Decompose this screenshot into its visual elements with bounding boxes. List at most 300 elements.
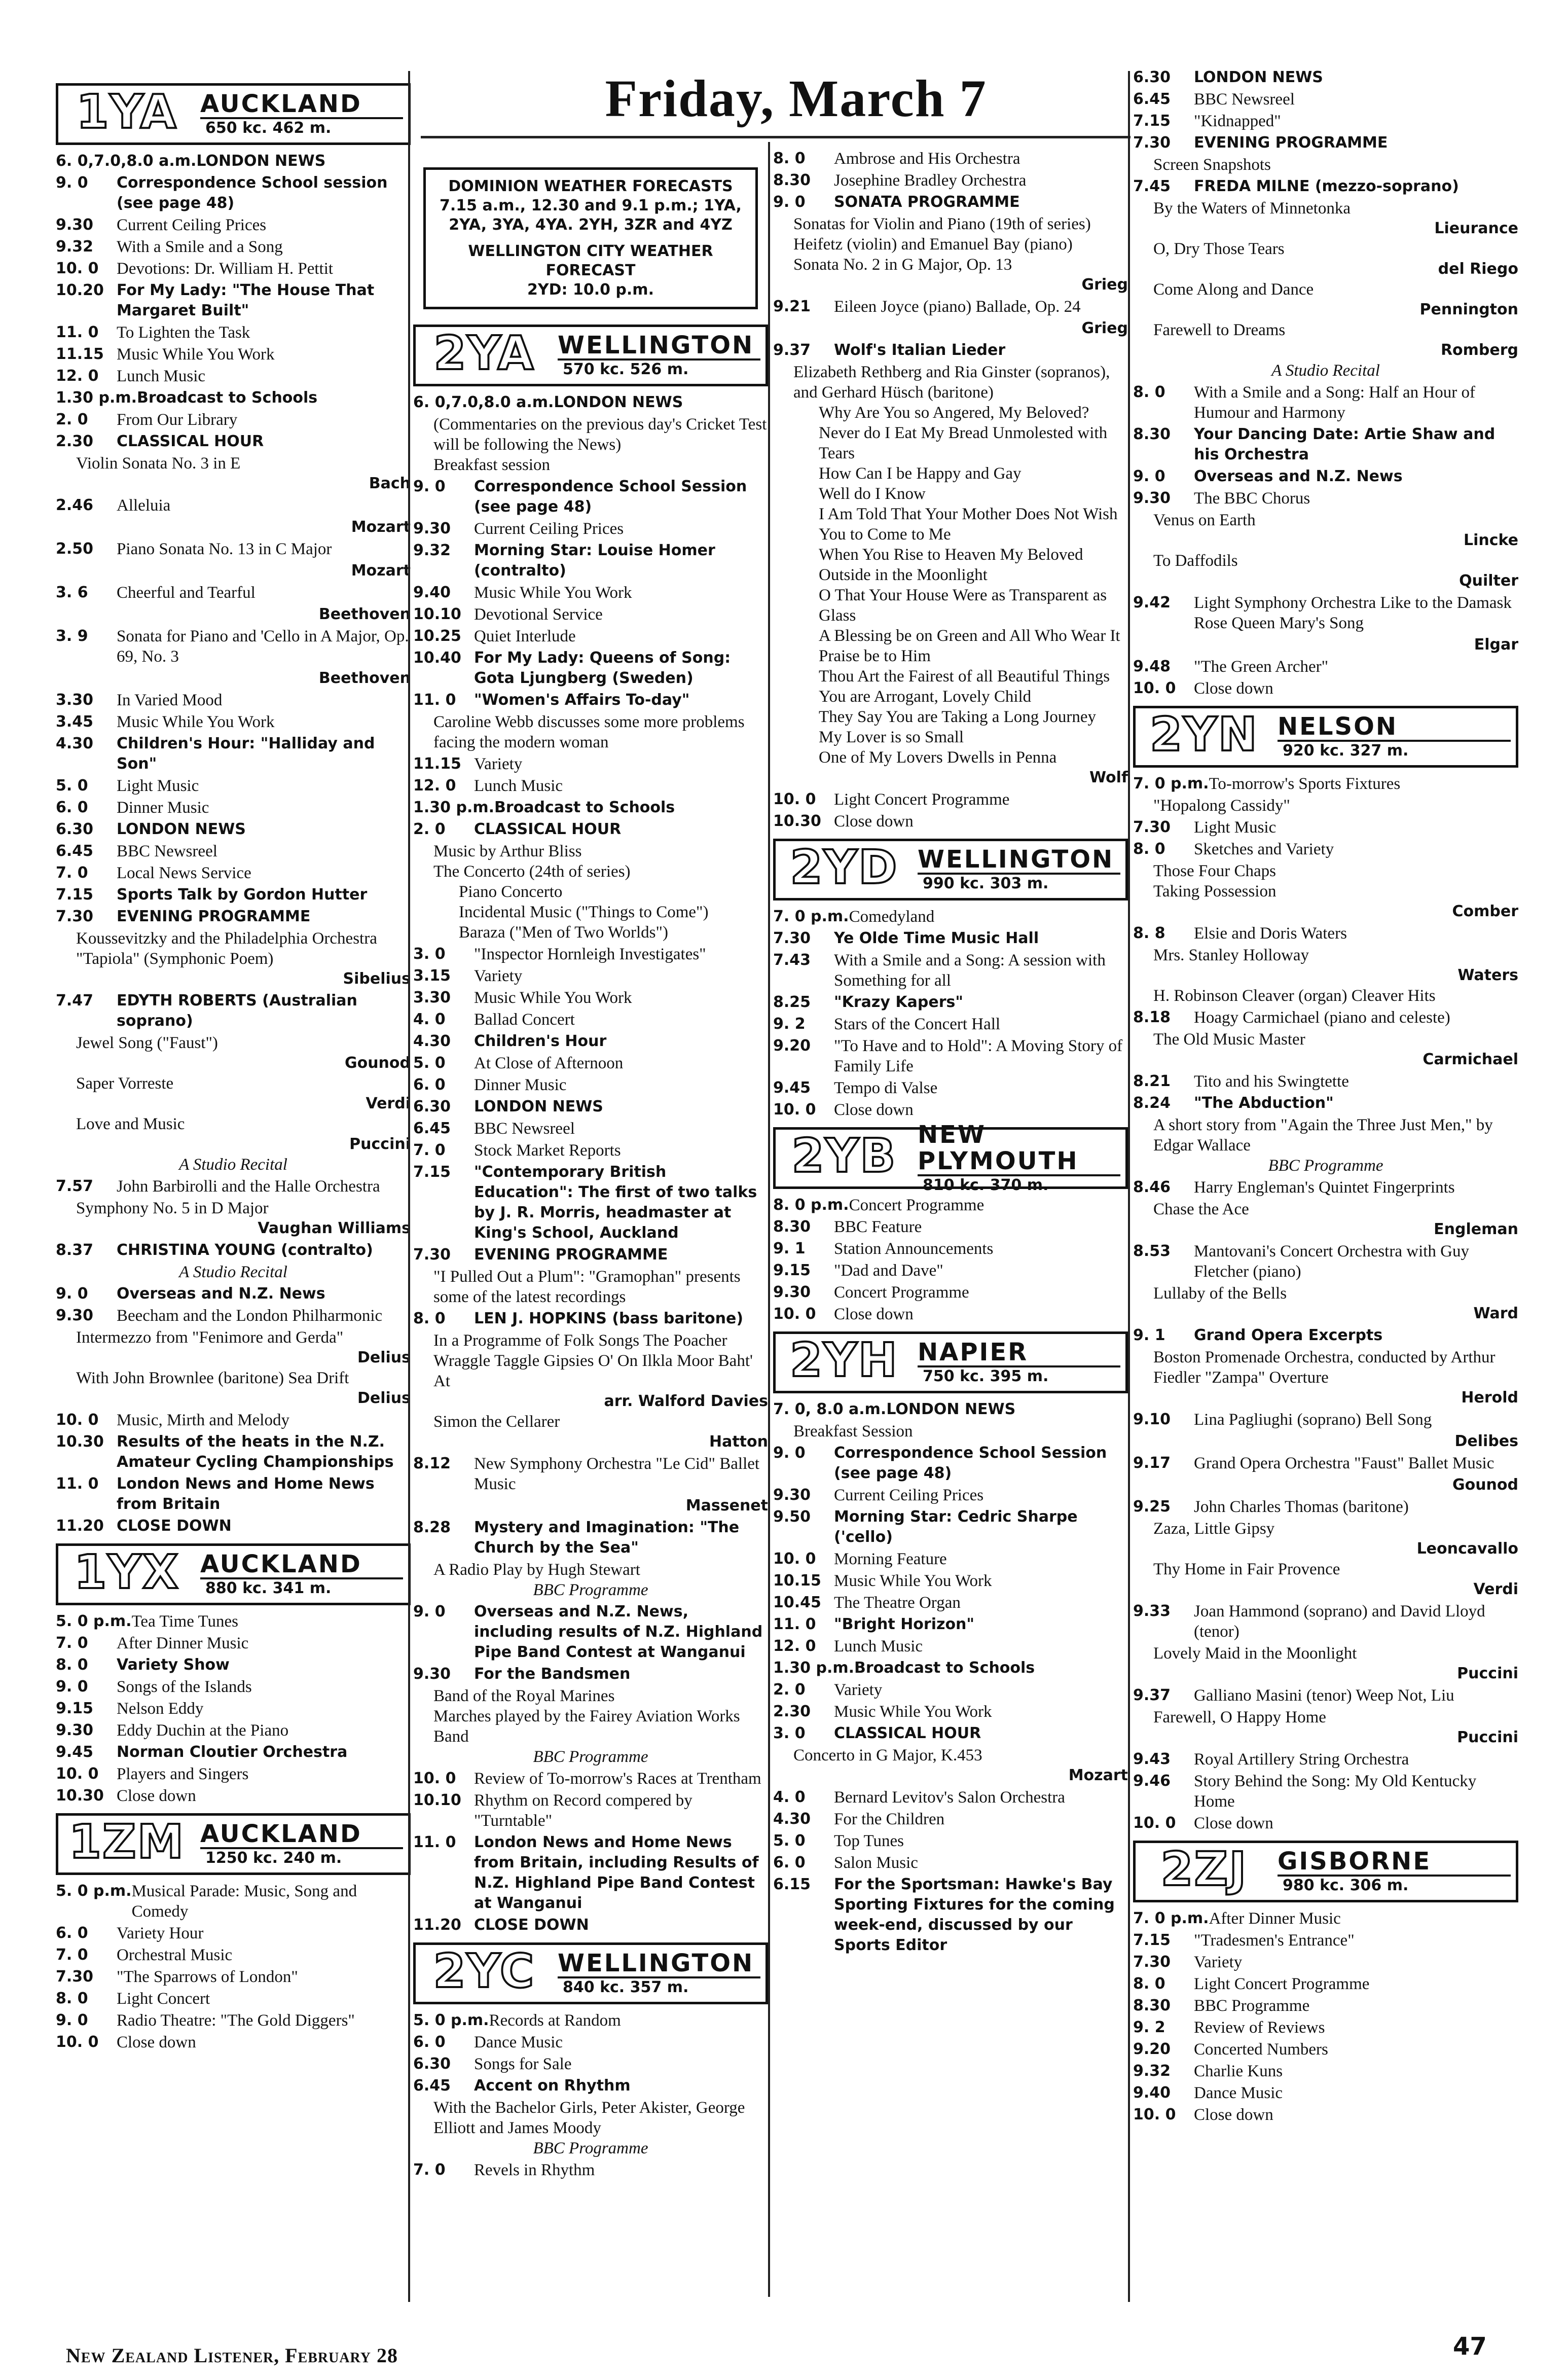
programme-entry (56, 734, 411, 774)
entry-time: 9.15 (56, 1700, 94, 1717)
entry-title: BBC Programme (1194, 1997, 1310, 2015)
programme-line: When You Rise to Heaven My Beloved (819, 546, 1083, 564)
programme-entry (1133, 488, 1518, 509)
programme-entry (413, 392, 768, 413)
entry-time: 2.50 (56, 540, 94, 558)
entry-time: 2. 0 (773, 1681, 806, 1699)
entry-title: CLOSE DOWN (474, 1916, 589, 1934)
entry-title: New Symphony Orchestra "Le Cid" Ballet Music (474, 1455, 760, 1493)
entry-time: 9.10 (1133, 1411, 1171, 1428)
entry-title: The Theatre Organ (834, 1594, 961, 1612)
programme-line: Concerto in G Major, K.453 (793, 1746, 982, 1764)
station-info (553, 327, 765, 384)
programme-entry (56, 2010, 411, 2031)
programme-entry (56, 237, 411, 257)
composer-name: Mozart (351, 562, 411, 580)
entry-title: Overseas and N.Z. News (117, 1285, 325, 1303)
entry-time: 10. 0 (56, 2033, 99, 2051)
programme-entry (1133, 678, 1518, 699)
programme-entry (413, 966, 768, 986)
programme-entry (773, 1507, 1128, 1547)
entry-time: 11.15 (56, 345, 104, 363)
entry-title: Bernard Levitov's Salon Orchestra (834, 1788, 1065, 1807)
programme-entry (773, 1239, 1128, 1259)
entry-time: 9. 0 (56, 1285, 88, 1303)
entry-title: LONDON NEWS (474, 1098, 603, 1115)
entry-time: 10.30 (56, 1787, 104, 1805)
programme-entry (56, 344, 411, 365)
entry-time: 10.30 (773, 812, 821, 830)
entry-title: Joan Hammond (soprano) and David Lloyd (tenor) (1194, 1602, 1485, 1641)
entry-title: Harry Engleman's Quintet Fingerprints (1194, 1178, 1455, 1197)
programme-entry (56, 1410, 411, 1430)
composer-name: Lieurance (1434, 220, 1518, 237)
entry-title: Light Concert Programme (1194, 1975, 1370, 1993)
entry-title: EVENING PROGRAMME (474, 1246, 668, 1264)
entry-title: Elsie and Doris Waters (1194, 924, 1347, 943)
programme-entry (773, 1809, 1128, 1829)
entry-title: Revels in Rhythm (474, 2161, 595, 2179)
entry-title: Songs for Sale (474, 2055, 572, 2073)
entry-time: 5. 0 (56, 777, 88, 795)
programme-entry (56, 776, 411, 796)
programme-entry (413, 754, 768, 774)
entry-title: Beecham and the London Philharmonic (117, 1307, 383, 1325)
programme-entry (773, 1658, 1128, 1678)
programme-entry (773, 1723, 1128, 1744)
entry-title: "Women's Affairs To-day" (474, 691, 690, 709)
entry-title: Review of To-morrow's Races at Trentham (474, 1770, 761, 1788)
entry-title: Galliano Masini (tenor) Weep Not, Liu (1194, 1686, 1454, 1705)
entry-time: 11.15 (413, 755, 461, 773)
programme-line: The Concerto (24th of series) (433, 862, 631, 881)
programme-entry (56, 885, 411, 905)
programme-entry (413, 988, 768, 1008)
programme-note: BBC Programme (1268, 1157, 1383, 1175)
programme-entry (56, 907, 411, 927)
entry-time: 6.45 (413, 2077, 451, 2095)
programme-entry (1133, 1974, 1518, 1994)
station-header (773, 839, 1128, 900)
programme-line: H. Robinson Cleaver (organ) Cleaver Hits (1153, 987, 1436, 1005)
station-city: WELLINGTON (918, 846, 1120, 875)
entry-time: 10. 0 (56, 260, 99, 277)
programme-entry (56, 215, 411, 235)
entry-title: London News and Home News from Britain, including Results of N.Z. Highland Pipe Band Contest at Wanganui (474, 1833, 759, 1912)
entry-time: 8. 0 (1133, 840, 1165, 858)
entry-time: 11. 0 (773, 1615, 816, 1633)
programme-entry (56, 2032, 411, 2052)
entry-title: Morning Star: Louise Homer (contralto) (474, 542, 715, 580)
column-rule (408, 71, 410, 2302)
entry-time: 11.20 (56, 1517, 104, 1535)
entry-time: 4.30 (56, 735, 94, 752)
programme-entry (56, 1967, 411, 1987)
entry-title: Grand Opera Excerpts (1194, 1326, 1383, 1344)
entry-time: 8. 0 (1133, 1975, 1165, 1993)
composer-name: Puccini (1457, 1728, 1518, 1746)
programme-line: Come Along and Dance (1153, 280, 1314, 299)
programme-line: The Old Music Master (1153, 1030, 1305, 1049)
entry-title: Light Music (117, 777, 199, 795)
programme-entry (56, 1655, 411, 1675)
programme-line: Heifetz (violin) and Emanuel Bay (piano) (793, 235, 1073, 254)
programme-line: Intermezzo from "Fenimore and Gerda" (76, 1328, 344, 1347)
entry-title: Mantovani's Concert Orchestra with Guy Fletcher (piano) (1194, 1242, 1469, 1281)
entry-title: London News and Home News from Britain (117, 1475, 375, 1513)
station-header (773, 1331, 1128, 1393)
programme-line: Chase the Ace (1153, 1200, 1249, 1218)
entry-time: 9.21 (773, 298, 811, 315)
entry-title: Close down (117, 1787, 196, 1805)
programme-line: Lullaby of the Bells (1153, 1284, 1287, 1303)
programme-entry (56, 1176, 411, 1197)
entry-time: 10. 0 (773, 790, 816, 808)
programme-entry (56, 1923, 411, 1943)
programme-entry (1133, 817, 1518, 838)
entry-time: 3. 0 (773, 1724, 806, 1742)
entry-title: Variety Show (117, 1656, 230, 1674)
station-header (1133, 1841, 1518, 1902)
composer-name: Hatton (709, 1433, 768, 1451)
entry-time: 9.30 (773, 1283, 811, 1301)
programme-entry (1133, 67, 1518, 88)
entry-title: "The Abduction" (1194, 1094, 1334, 1112)
entry-time: 11. 0 (56, 1475, 99, 1493)
entry-time: 7. 0, 8.0 a.m. (773, 1400, 887, 1418)
entry-title: Devotional Service (474, 605, 603, 624)
entry-time: 9.43 (1133, 1750, 1171, 1768)
entry-title: "The Sparrows of London" (117, 1968, 298, 1986)
entry-time: 9.30 (56, 1307, 94, 1324)
entry-title: Light Music (1194, 818, 1277, 837)
entry-title: Nelson Eddy (117, 1700, 204, 1718)
entry-title: Records at Random (489, 2011, 621, 2030)
entry-time: 10.15 (773, 1572, 821, 1590)
entry-time: 9.37 (773, 341, 811, 359)
entry-time: 8.21 (1133, 1072, 1171, 1090)
entry-time: 3. 6 (56, 584, 88, 601)
programme-entry (773, 1036, 1128, 1076)
entry-time: 7. 0 (56, 864, 88, 882)
programme-entry (773, 1217, 1128, 1237)
programme-entry (413, 944, 768, 964)
entry-time: 7.30 (413, 1246, 451, 1264)
entry-time: 6.45 (56, 842, 94, 860)
station-frequency: 810 kc. 370 m. (923, 1176, 1049, 1194)
programme-entry (773, 1399, 1128, 1420)
entry-time: 8.46 (1133, 1178, 1171, 1196)
station-frequency: 570 kc. 526 m. (563, 361, 689, 378)
programme-line: Outside in the Moonlight (819, 566, 988, 584)
programme-entry (56, 1720, 411, 1741)
entry-title: For the Children (834, 1810, 945, 1828)
programme-entry (773, 1571, 1128, 1591)
programme-entry (773, 1014, 1128, 1034)
entry-time: 8.53 (1133, 1242, 1171, 1260)
programme-entry (56, 1786, 411, 1806)
entry-time: 8. 0 (413, 1310, 446, 1327)
station-callsign: 2YB (791, 1129, 897, 1183)
programme-entry (56, 1699, 411, 1719)
entry-title: Children's Hour: "Halliday and Son" (117, 735, 375, 773)
programme-entry (773, 1636, 1128, 1656)
programme-line: Venus on Earth (1153, 511, 1256, 529)
programme-entry (773, 1593, 1128, 1613)
station-frequency: 880 kc. 341 m. (205, 1579, 332, 1597)
programme-entry (56, 388, 411, 408)
entry-title: Alleluia (117, 496, 171, 515)
entry-time: 9.15 (773, 1262, 811, 1279)
entry-time: 8.37 (56, 1241, 94, 1259)
composer-name: Grieg (1081, 319, 1128, 337)
entry-title: Cheerful and Tearful (117, 584, 256, 602)
programme-line: Breakfast session (433, 456, 551, 474)
page-title: Friday, March 7 (605, 69, 987, 128)
programme-entry (56, 495, 411, 516)
composer-name: Comber (1452, 903, 1518, 920)
programme-entry (773, 1195, 1128, 1215)
entry-title: BBC Newsreel (474, 1120, 575, 1138)
programme-line: Sonatas for Violin and Piano (19th of series) (793, 215, 1091, 233)
entry-time: 8.28 (413, 1519, 451, 1536)
entry-title: CLASSICAL HOUR (474, 820, 622, 838)
programme-entry (773, 340, 1128, 361)
entry-time: 7.47 (56, 992, 94, 1010)
programme-line: Marches played by the Fairey Aviation Works Band (433, 1707, 740, 1746)
composer-name: Lincke (1463, 531, 1518, 549)
column-1 (56, 76, 411, 2054)
composer-name: Delibes (1454, 1432, 1518, 1450)
entry-title: Dance Music (1194, 2084, 1283, 2102)
programme-entry (56, 1764, 411, 1784)
programme-entry (413, 1075, 768, 1095)
entry-title: With a Smile and a Song: A session with Something for all (834, 951, 1106, 990)
programme-line: You are Arrogant, Lovely Child (819, 688, 1032, 706)
programme-line: Band of the Royal Marines (433, 1687, 615, 1705)
programme-line: They Say You are Taking a Long Journey (819, 708, 1096, 726)
entry-time: 11. 0 (413, 691, 456, 709)
entry-title: Music While You Work (117, 345, 275, 364)
station-city: NEW PLYMOUTH (918, 1122, 1120, 1176)
entry-time: 10.40 (413, 649, 461, 667)
programme-entry (56, 173, 411, 213)
programme-entry (56, 539, 411, 559)
composer-name: Elgar (1474, 636, 1518, 654)
programme-entry (56, 259, 411, 279)
entry-title: Close down (834, 1101, 914, 1119)
programme-entry (773, 1614, 1128, 1635)
entry-title: Correspondence School Session (see page 48) (834, 1444, 1107, 1482)
entry-title: Close down (834, 812, 914, 831)
programme-entry (56, 1677, 411, 1697)
programme-entry (1133, 176, 1518, 197)
programme-entry (1133, 2083, 1518, 2103)
programme-entry (773, 1787, 1128, 1808)
programme-entry (1133, 839, 1518, 859)
programme-line: A Blessing be on Green and All Who Wear It (819, 627, 1120, 645)
entry-title: "To Have and to Hold": A Moving Story of Family Life (834, 1037, 1123, 1075)
programme-line: Baraza ("Men of Two Worlds") (459, 923, 668, 942)
entry-title: CLOSE DOWN (117, 1517, 232, 1535)
entry-title: Comedyland (849, 908, 935, 926)
entry-title: Norman Cloutier Orchestra (117, 1743, 348, 1761)
composer-name: Vaughan Williams (258, 1219, 411, 1237)
programme-entry (56, 1284, 411, 1304)
station-frequency: 1250 kc. 240 m. (205, 1849, 342, 1867)
entry-title: BBC Newsreel (1194, 90, 1295, 109)
station-header (773, 1121, 1128, 1194)
entry-title: Variety Hour (117, 1924, 204, 1942)
programme-entry (1133, 1410, 1518, 1430)
entry-time: 3.15 (413, 967, 451, 985)
entry-time: 6.45 (1133, 90, 1171, 108)
programme-line: Thou Art the Fairest of all Beautiful Things (819, 667, 1110, 686)
entry-title: Your Dancing Date: Artie Shaw and his Orchestra (1194, 425, 1496, 463)
programme-entry (56, 1306, 411, 1326)
entry-time: 6. 0 (56, 1924, 88, 1942)
programme-entry (56, 322, 411, 343)
entry-title: Music While You Work (474, 989, 632, 1007)
entry-time: 9. 0 (1133, 467, 1165, 485)
entry-time: 2. 0 (413, 820, 446, 838)
entry-time: 9.40 (413, 584, 451, 601)
entry-time: 8. 0 (56, 1656, 88, 1674)
station-callsign: 2YD (790, 840, 898, 894)
entry-time: 7.43 (773, 951, 811, 969)
entry-title: Tea Time Tunes (131, 1612, 238, 1631)
composer-name: Mozart (351, 518, 411, 536)
programme-entry (1133, 1453, 1518, 1473)
entry-title: Broadcast to Schools (854, 1659, 1035, 1677)
entry-title: Rhythm on Record compered by "Turntable" (474, 1791, 692, 1830)
programme-entry (56, 410, 411, 430)
entry-title: Sketches and Variety (1194, 840, 1334, 858)
entry-title: Dance Music (474, 2033, 563, 2051)
programme-entry (1133, 1071, 1518, 1092)
entry-time: 5. 0 (773, 1832, 806, 1850)
entry-time: 2. 0 (56, 411, 88, 428)
entry-title: Tempo di Valse (834, 1079, 938, 1097)
programme-line: Violin Sonata No. 3 in E (76, 454, 241, 473)
programme-line: "Hopalong Cassidy" (1153, 797, 1290, 815)
composer-name: Gounod (344, 1054, 411, 1072)
station-info (1272, 708, 1516, 765)
entry-title: With a Smile and a Song: Half an Hour of Humour and Harmony (1194, 383, 1475, 422)
entry-title: Sports Talk by Gordon Hutter (117, 886, 368, 904)
programme-entry (1133, 1952, 1518, 1972)
programme-entry (413, 1119, 768, 1139)
programme-entry (1133, 1093, 1518, 1113)
entry-title: "Inspector Hornleigh Investigates" (474, 945, 706, 963)
entry-time: 7. 0 (413, 1141, 446, 1159)
composer-name: Verdi (366, 1095, 411, 1112)
programme-entry (56, 1945, 411, 1965)
entry-title: "Dad and Dave" (834, 1262, 943, 1280)
composer-name: del Riego (1438, 260, 1518, 278)
station-city: WELLINGTON (558, 332, 760, 361)
station-city: AUCKLAND (200, 91, 403, 119)
programme-entry (773, 1549, 1128, 1569)
programme-line: Lovely Maid in the Moonlight (1153, 1644, 1357, 1663)
entry-title: Eileen Joyce (piano) Ballade, Op. 24 (834, 298, 1081, 316)
entry-title: LONDON NEWS (117, 820, 246, 838)
entry-time: 9. 1 (773, 1240, 806, 1257)
entry-time: 10. 0 (56, 1411, 99, 1429)
programme-line: Piano Concerto (459, 883, 563, 901)
composer-name: arr. Walford Davies (604, 1392, 768, 1410)
programme-entry (413, 541, 768, 581)
entry-time: 10.10 (413, 605, 461, 623)
entry-time: 6.30 (413, 2055, 451, 2073)
entry-time: 8.30 (773, 1218, 811, 1236)
entry-title: Light Concert Programme (834, 790, 1010, 809)
programme-entry (1133, 923, 1518, 944)
entry-time: 10. 0 (413, 1770, 456, 1787)
entry-title: CHRISTINA YOUNG (contralto) (117, 1241, 373, 1259)
station-city: GISBORNE (1278, 1848, 1511, 1877)
entry-title: Ye Olde Time Music Hall (834, 929, 1039, 947)
entry-time: 10.45 (773, 1594, 821, 1611)
programme-line: Incidental Music ("Things to Come") (459, 903, 709, 921)
entry-time: 2.30 (56, 433, 94, 450)
entry-title: Current Ceiling Prices (117, 216, 267, 234)
entry-title: Top Tunes (834, 1832, 904, 1850)
station-city: WELLINGTON (558, 1950, 760, 1978)
entry-time: 8.30 (1133, 1997, 1171, 2014)
programme-entry (773, 1680, 1128, 1700)
composer-name: Puccini (1457, 1665, 1518, 1682)
entry-title: "Contemporary British Education": The first of two talks by J. R. Morris, headmaster at King's School, Auckland (474, 1163, 757, 1242)
programme-line: Praise be to Him (819, 647, 931, 665)
entry-time: 9.40 (1133, 2084, 1171, 2102)
entry-title: Light Concert (117, 1990, 210, 2008)
entry-time: 3. 0 (413, 945, 446, 963)
entry-time: 10. 0 (1133, 2106, 1176, 2123)
entry-title: LONDON NEWS (554, 393, 683, 411)
programme-entry (773, 1702, 1128, 1722)
entry-time: 10. 0 (1133, 679, 1176, 697)
entry-time: 4.30 (773, 1810, 811, 1828)
entry-time: 9.30 (1133, 489, 1171, 507)
programme-entry (1133, 1325, 1518, 1346)
programme-line: With the Bachelor Girls, Peter Akister, George Elliott and James Moody (433, 2099, 745, 2137)
entry-time: 6. 0 (56, 799, 88, 816)
entry-title: Ambrose and His Orchestra (834, 150, 1020, 168)
composer-name: Gounod (1452, 1476, 1518, 1494)
station-info (1272, 1843, 1516, 1900)
entry-time: 7.30 (56, 908, 94, 925)
programme-entry (1133, 1771, 1518, 1812)
composer-name: Mozart (1068, 1767, 1128, 1784)
programme-line: Mrs. Stanley Holloway (1153, 946, 1309, 964)
programme-entry (413, 1053, 768, 1073)
programme-entry (1133, 593, 1518, 633)
station-frequency: 990 kc. 303 m. (923, 875, 1049, 892)
entry-time: 7.15 (1133, 1931, 1171, 1949)
entry-title: Close down (834, 1305, 914, 1323)
programme-entry (413, 690, 768, 710)
programme-entry (413, 1309, 768, 1329)
page-number: 47 (1453, 2332, 1487, 2361)
entry-title: Hoagy Carmichael (piano and celeste) (1194, 1008, 1450, 1027)
entry-title: Variety (1194, 1953, 1243, 1971)
entry-title: Players and Singers (117, 1765, 249, 1783)
entry-title: Morning Feature (834, 1550, 947, 1568)
entry-title: After Dinner Music (117, 1634, 249, 1652)
programme-line: Never do I Eat My Bread Unmolested with Tears (819, 424, 1108, 462)
programme-entry (413, 2076, 768, 2096)
